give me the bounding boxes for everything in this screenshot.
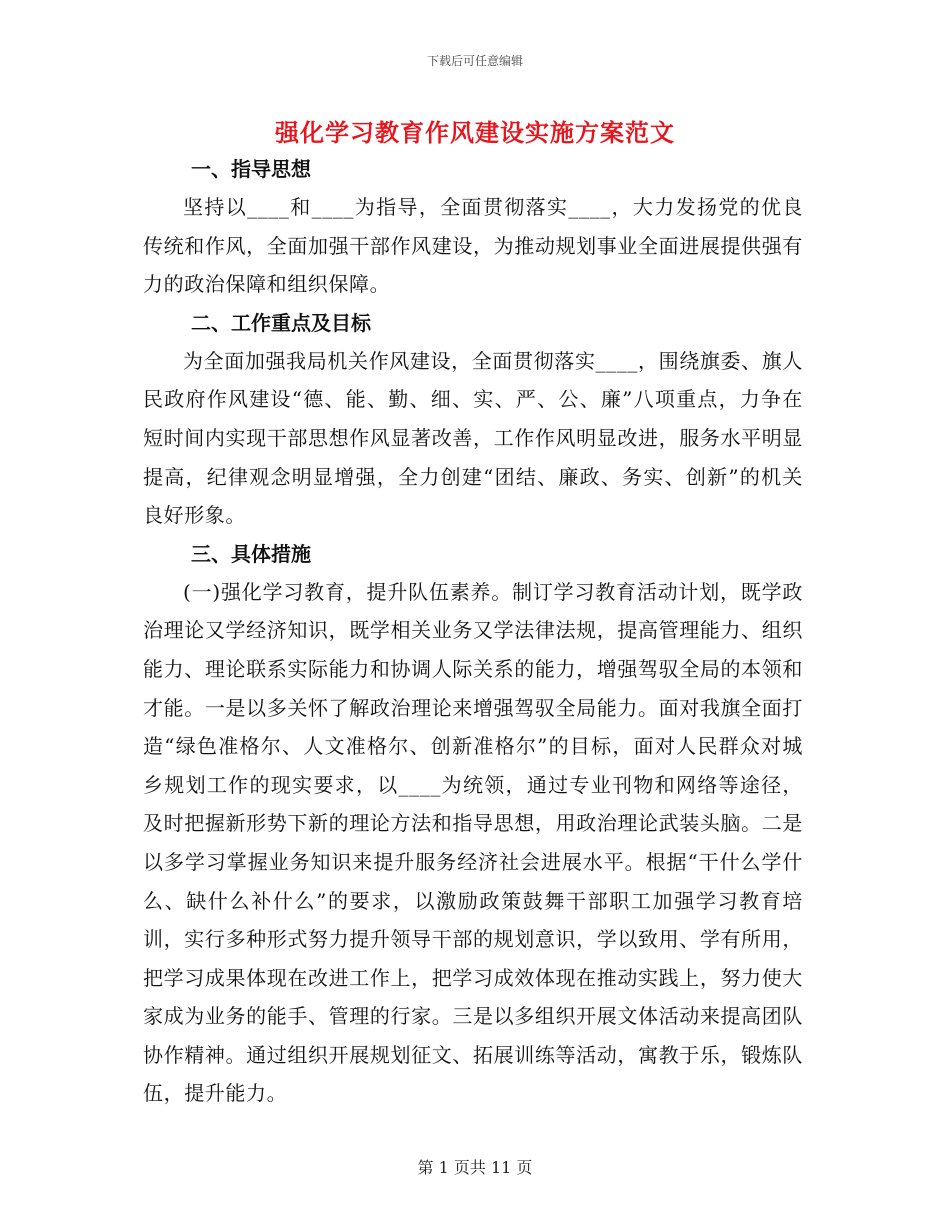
document-body [143,150,803,1113]
document-title: 强化学习教育作风建设实施方案范文 [275,118,675,147]
header-note: 下载后可任意编辑 [426,54,523,68]
section-heading-3: 三、具体措施 [191,541,311,566]
section-paragraph-2: 为全面加强我局机关作风建设，全面贯彻落实____，围绕旗委、旗人民政府作风建设“德、能、勤、细、实、严、公、廉”八项重点，力争在短时间内实现干部思想作风显著改善，工作作风明显改进，服务水平明显提高，纪律观念明显增强，全力创建“团结、廉政、务实、创新”的机关良好形象。 [143,348,803,528]
section-heading-1: 一、指导思想 [191,157,311,181]
page-footer: 第 1 页共 11 页 [417,1158,533,1177]
section-paragraph-1: 坚持以____和____为指导，全面贯彻落实____，大力发扬党的优良传统和作风，全面加强干部作风建设，为推动规划事业全面进展提供强有力的政治保障和组织保障。 [143,195,803,297]
section-paragraph-3: (一)强化学习教育，提升队伍素养。制订学习教育活动计划，既学政治理论又学经济知识，既学相关业务又学法律法规，提高管理能力、组织能力、理论联系实际能力和协调人际关系的能力，增强驾驭全局的本领和才能。一是以多关怀了解政治理论来增强驾驭全局能力。面对我旗全面打造“绿色准格尔、人文准格尔、创新准格尔”的目标，面对人民群众对城乡规划工作的现实要求，以____为统领，通过专业刊物和网络等途径，及时把握新形势下新的理论方法和指导思想，用政治理论武装头脑。二是以多学习掌握业务知识来提升服务经济社会进展水平。根据“干什么学什么、缺什么补什么”的要求，以激励政策鼓舞干部职工加强学习教育培训，实行多种形式努力提升领导干部的规划意识，学以致用、学有所用，把学习成果体现在改进工作上，把学习成效体现在推动实践上，努力使大家成为业务的能手、管理的行家。三是以多组织开展文体活动来提高团队协作精神。通过组织开展规划征文、拓展训练等活动，寓教于乐，锻炼队伍，提升能力。 [143,579,803,1106]
section-heading-2: 二、工作重点及目标 [191,310,371,335]
